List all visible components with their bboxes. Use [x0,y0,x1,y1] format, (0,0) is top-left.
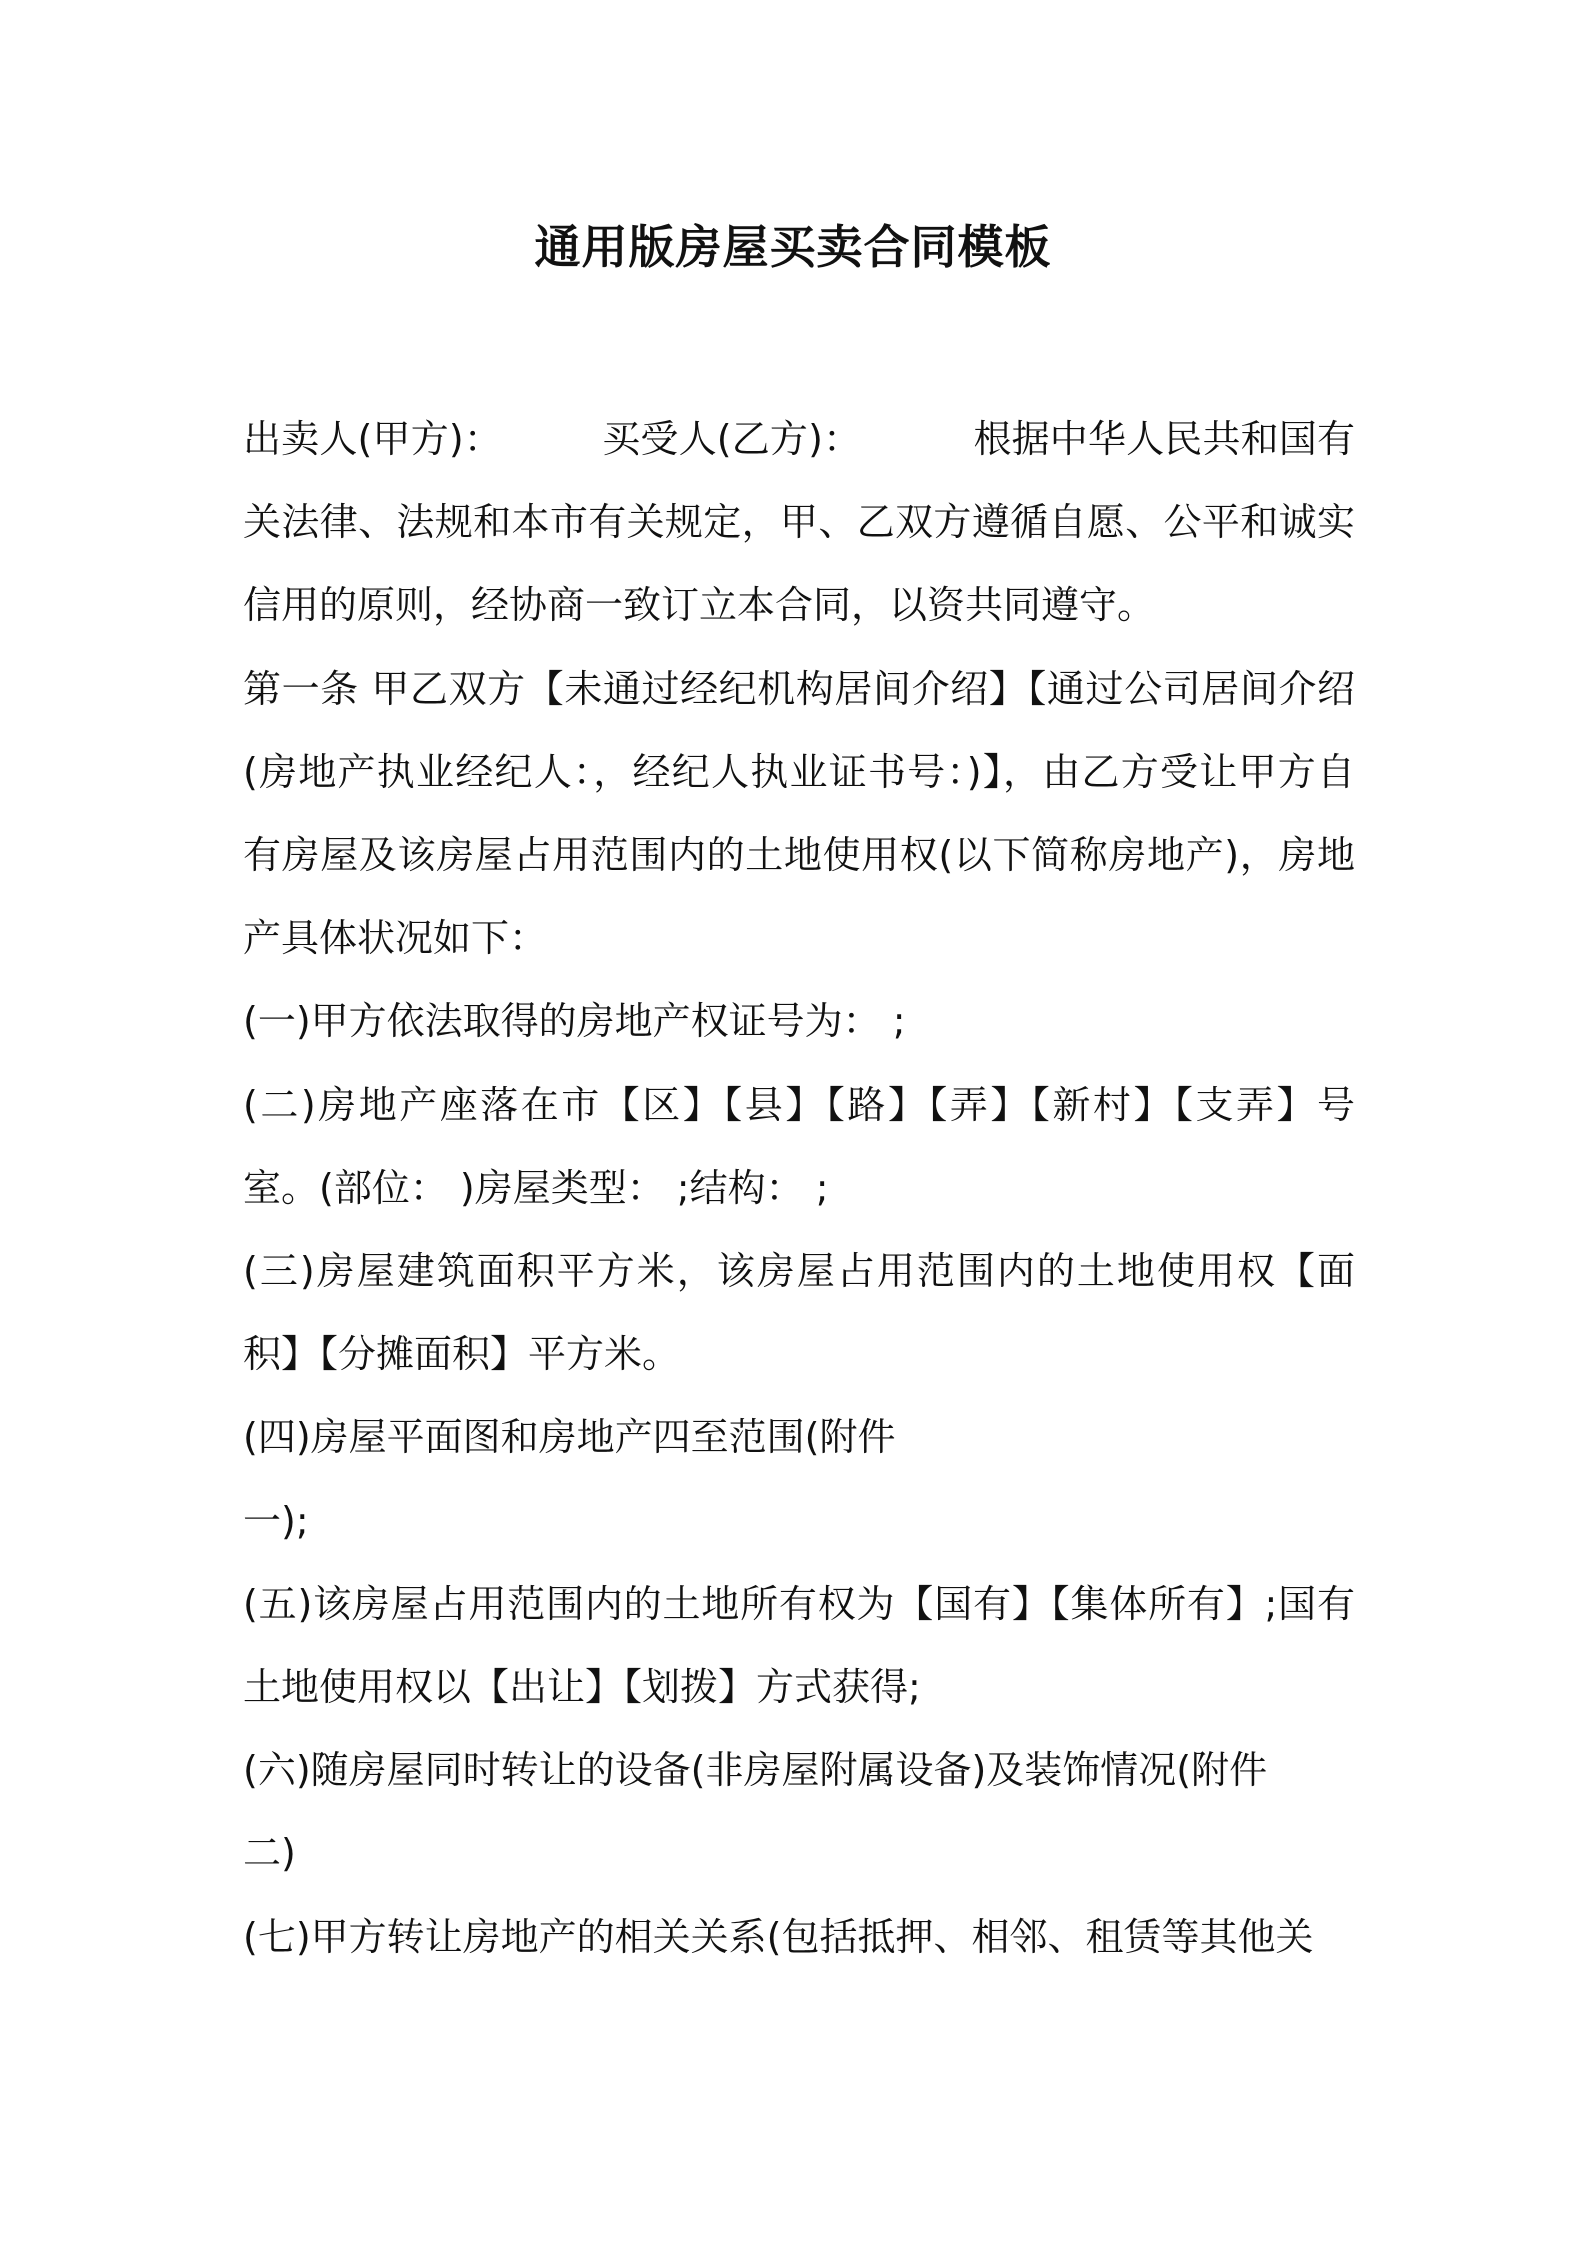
item-two: (二)房地产座落在市【区】【县】【路】【弄】【新村】【支弄】号室。(部位： )房屋类型： ;结构： ; [243,1082,1355,1210]
item-seven: (七)甲方转让房地产的相关关系(包括抵押、相邻、租赁等其他关 [243,1914,1314,1959]
article-one: 第一条 甲乙双方【未通过经纪机构居间介绍】【通过公司居间介绍(房地产执业经纪人：，经纪人执业证书号：)】，由乙方受让甲方自有房屋及该房屋占用范围内的土地使用权(以下简称房地产)，房地产具体状况如下： [243,666,1355,961]
seller-label: 出卖人(甲方)： [243,417,503,461]
item-four: (四)房屋平面图和房地产四至范围(附件 [243,1415,896,1460]
item-five: (五)该房屋占用范围内的土地所有权为【国有】【集体所有】;国有土地使用权以【出让】【划拨】方式获得; [243,1581,1355,1710]
item-four-cont: 一); [243,1498,309,1543]
parties-paragraph [243,398,1355,648]
item-six: (六)随房屋同时转让的设备(非房屋附属设备)及装饰情况(附件 [243,1748,1268,1793]
item-one: (一)甲方依法取得的房地产权证号为： ; [243,999,906,1044]
buyer-label: 买受人(乙方)： [602,417,862,461]
preamble-text: 根据中华人民共和国有关法律、法规和本市有关规定，甲、乙双方遵循自愿、公平和诚实信用的原则，经协商一致订立本合同，以资共同遵守。 [243,417,1355,628]
item-three: (三)房屋建筑面积平方米，该房屋占用范围内的土地使用权【面积】【分摊面积】平方米。 [243,1249,1355,1377]
document-title: 通用版房屋买卖合同模板 [534,220,1052,274]
item-six-cont: 二) [243,1831,296,1876]
document-body [243,398,1355,1979]
